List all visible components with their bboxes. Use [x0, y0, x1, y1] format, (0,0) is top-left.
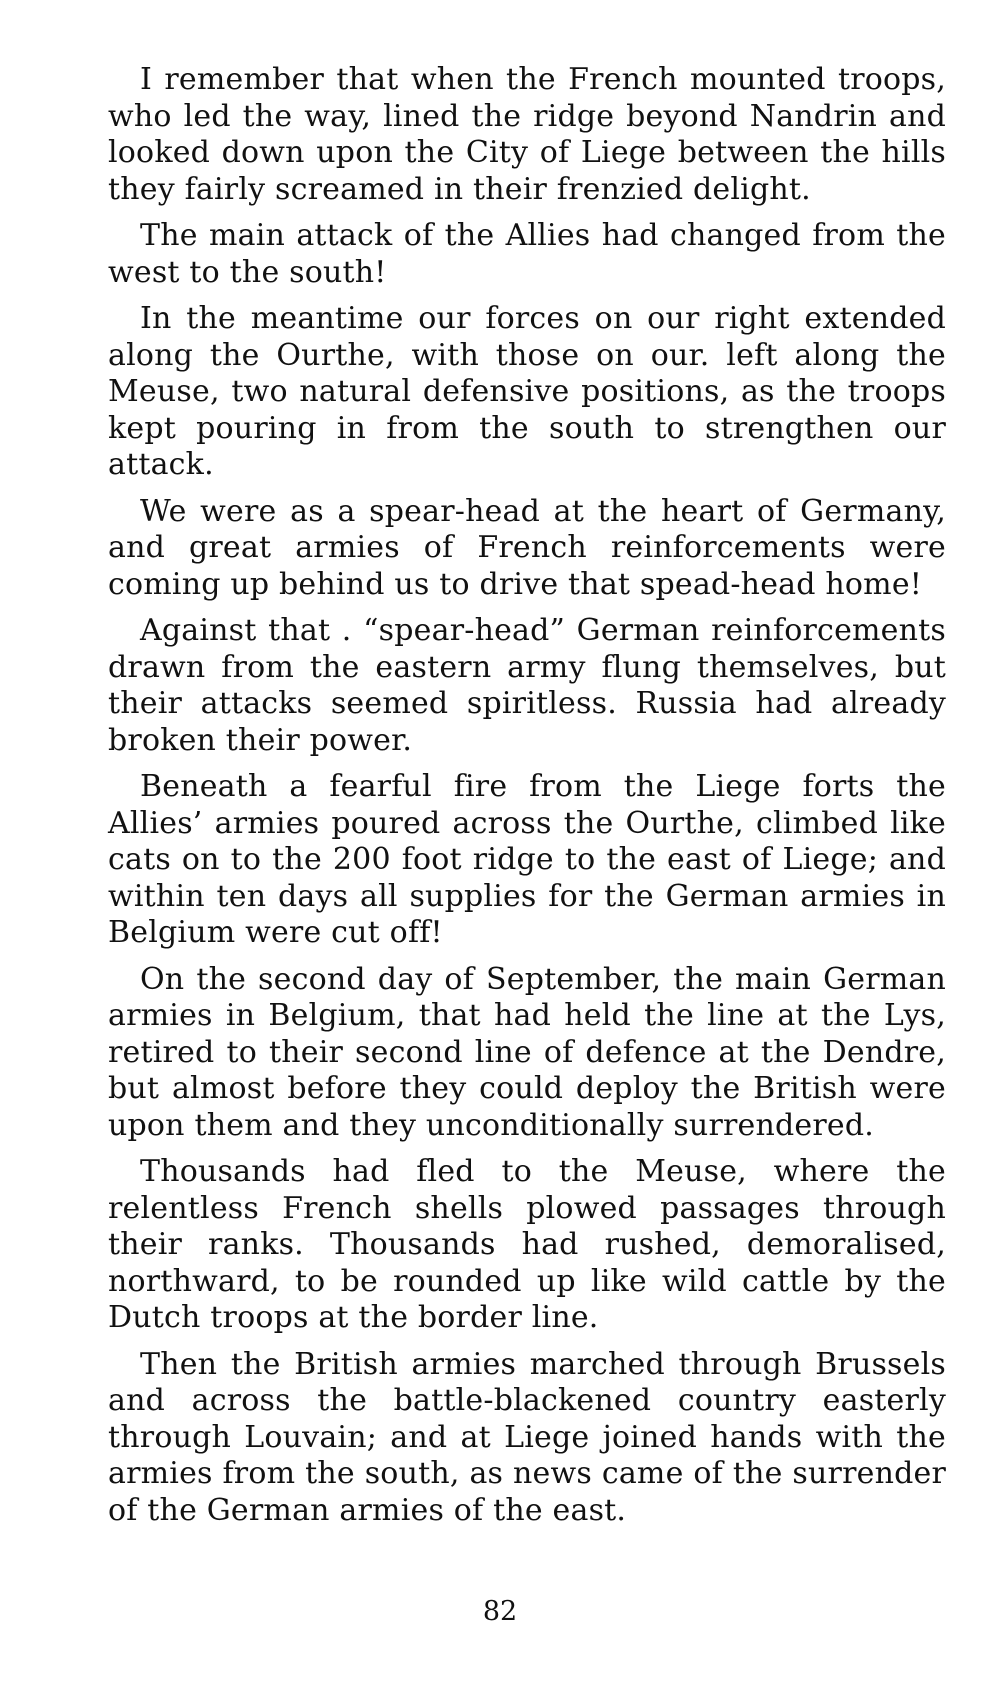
paragraph: We were as a spear-head at the heart of Germany, and great armies of French reinforcements were coming up behind us to drive that spead-head home! — [108, 493, 946, 602]
page-body — [108, 62, 946, 1539]
page-number: 82 — [482, 1596, 518, 1627]
paragraph: The main attack of the Allies had changed from the west to the south! — [108, 218, 946, 290]
paragraph: I remember that when the French mounted troops, who led the way, lined the ridge beyond Nandrin and looked down upon the City of Liege between the hills they fairly screamed in their frenzied delight. — [108, 62, 946, 207]
paragraph: Then the British armies marched through Brussels and across the battle-blackened country easterly through Louvain; and at Liege joined hands with the armies from the south, as news came of the surrender of the German armies of the east. — [108, 1346, 946, 1528]
paragraph: On the second day of September, the main German armies in Belgium, that had held the line at the Lys, retired to their second line of defence at the Dendre, but almost before they could deploy the British were upon them and they unconditionally surrendered. — [108, 961, 946, 1143]
paragraph: Against that . “spear-head” German reinforcements drawn from the eastern army flung themselves, but their attacks seemed spiritless. Russia had already broken their power. — [108, 613, 946, 758]
paragraph: Beneath a fearful fire from the Liege forts the Allies’ armies poured across the Ourthe, climbed like cats on to the 200 foot ridge to the east of Liege; and within ten days all supplies for the German armies in Belgium were cut off! — [108, 769, 946, 950]
paragraph: Thousands had fled to the Meuse, where the relentless French shells plowed passages through their ranks. Thousands had rushed, demoralised, northward, to be rounded up like wild cattle by the Dutch troops at the border line. — [108, 1154, 946, 1335]
paragraph: In the meantime our forces on our right extended along the Ourthe, with those on our. left along the Meuse, two natural defensive positions, as the troops kept pouring in from the south to strengthen our attack. — [108, 301, 946, 482]
